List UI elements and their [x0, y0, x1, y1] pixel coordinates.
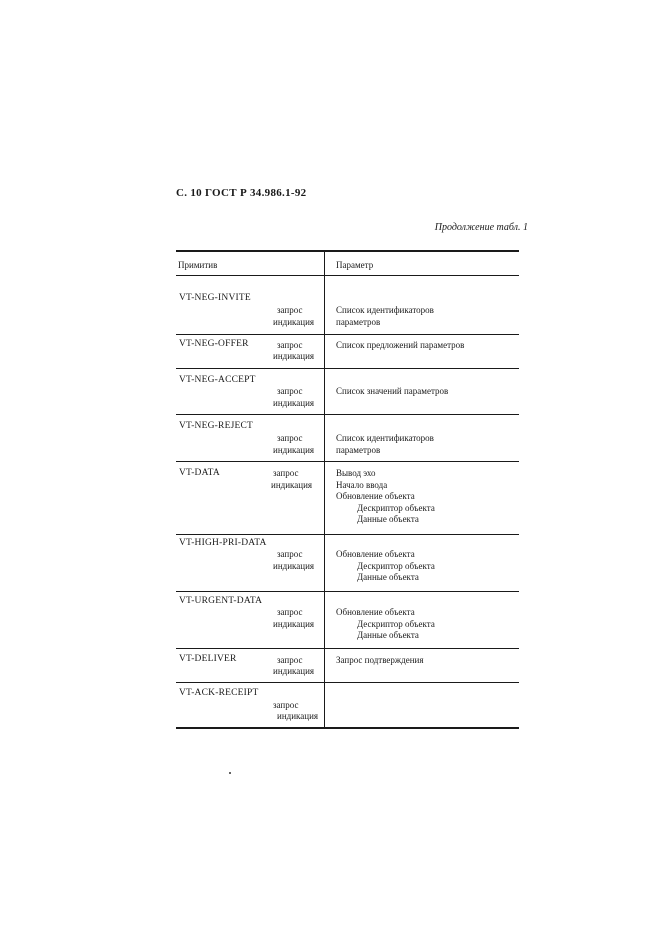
request-label: запрос — [273, 468, 299, 478]
primitive-name: VT-NEG-ACCEPT — [179, 375, 256, 385]
request-label: запрос — [277, 305, 303, 315]
table-bottom-rule — [176, 727, 519, 729]
primitive-name: VT-URGENT-DATA — [179, 596, 263, 606]
primitive-name: VT-HIGH-PRI-DATA — [179, 538, 267, 548]
parameter-line: Запрос подтверждения — [336, 655, 424, 665]
parameter-line: Обновление объекта — [336, 491, 415, 501]
indication-label: индикация — [273, 666, 315, 676]
indication-label: индикация — [273, 398, 315, 408]
indication-label: индикация — [273, 445, 315, 455]
primitive-name: VT-NEG-OFFER — [179, 339, 249, 349]
column-divider — [324, 250, 325, 728]
parameter-subline: Дескриптор объекта — [357, 561, 435, 571]
primitive-name: VT-NEG-REJECT — [179, 421, 254, 431]
primitives-table — [176, 250, 519, 728]
stray-mark — [229, 772, 231, 774]
row-rule — [176, 648, 519, 649]
request-label: запрос — [277, 549, 303, 559]
indication-label: индикация — [273, 619, 315, 629]
table-caption: Продолжение табл. 1 — [434, 222, 528, 233]
indication-label: индикация — [273, 561, 315, 571]
request-label: запрос — [277, 655, 303, 665]
parameter-line: Список предложений параметров — [336, 340, 465, 350]
parameter-line: Список значений параметров — [336, 386, 449, 396]
request-label: запрос — [277, 340, 303, 350]
parameter-line: параметров — [336, 445, 381, 455]
parameter-subline: Данные объекта — [357, 572, 419, 582]
parameter-line: Вывод эхо — [336, 468, 376, 478]
col-header-primitive: Примитив — [178, 260, 218, 270]
request-label: запрос — [273, 700, 299, 710]
primitive-name: VT-NEG-INVITE — [179, 293, 251, 303]
request-label: запрос — [277, 607, 303, 617]
row-rule — [176, 414, 519, 415]
parameter-line: Обновление объекта — [336, 607, 415, 617]
table-top-rule — [176, 250, 519, 252]
header-rule — [176, 275, 519, 276]
parameter-subline: Данные объекта — [357, 514, 419, 524]
primitive-name: VT-ACK-RECEIPT — [179, 688, 259, 698]
page-header: С. 10 ГОСТ Р 34.986.1-92 — [176, 187, 307, 199]
row-rule — [176, 461, 519, 462]
parameter-line: Список идентификаторов — [336, 433, 434, 443]
primitive-name: VT-DELIVER — [179, 654, 237, 664]
parameter-line: Обновление объекта — [336, 549, 415, 559]
indication-label: индикация — [271, 480, 313, 490]
request-label: запрос — [277, 386, 303, 396]
primitive-name: VT-DATA — [179, 468, 220, 478]
parameter-line: Начало ввода — [336, 480, 388, 490]
row-rule — [176, 534, 519, 535]
parameter-subline: Дескриптор объекта — [357, 619, 435, 629]
request-label: запрос — [277, 433, 303, 443]
indication-label: индикация — [277, 711, 319, 721]
row-rule — [176, 591, 519, 592]
col-header-parameter: Параметр — [336, 260, 374, 270]
indication-label: индикация — [273, 317, 315, 327]
row-rule — [176, 334, 519, 335]
row-rule — [176, 682, 519, 683]
parameter-line: параметров — [336, 317, 381, 327]
indication-label: индикация — [273, 351, 315, 361]
parameter-subline: Дескриптор объекта — [357, 503, 435, 513]
parameter-subline: Данные объекта — [357, 630, 419, 640]
row-rule — [176, 368, 519, 369]
parameter-line: Список идентификаторов — [336, 305, 434, 315]
